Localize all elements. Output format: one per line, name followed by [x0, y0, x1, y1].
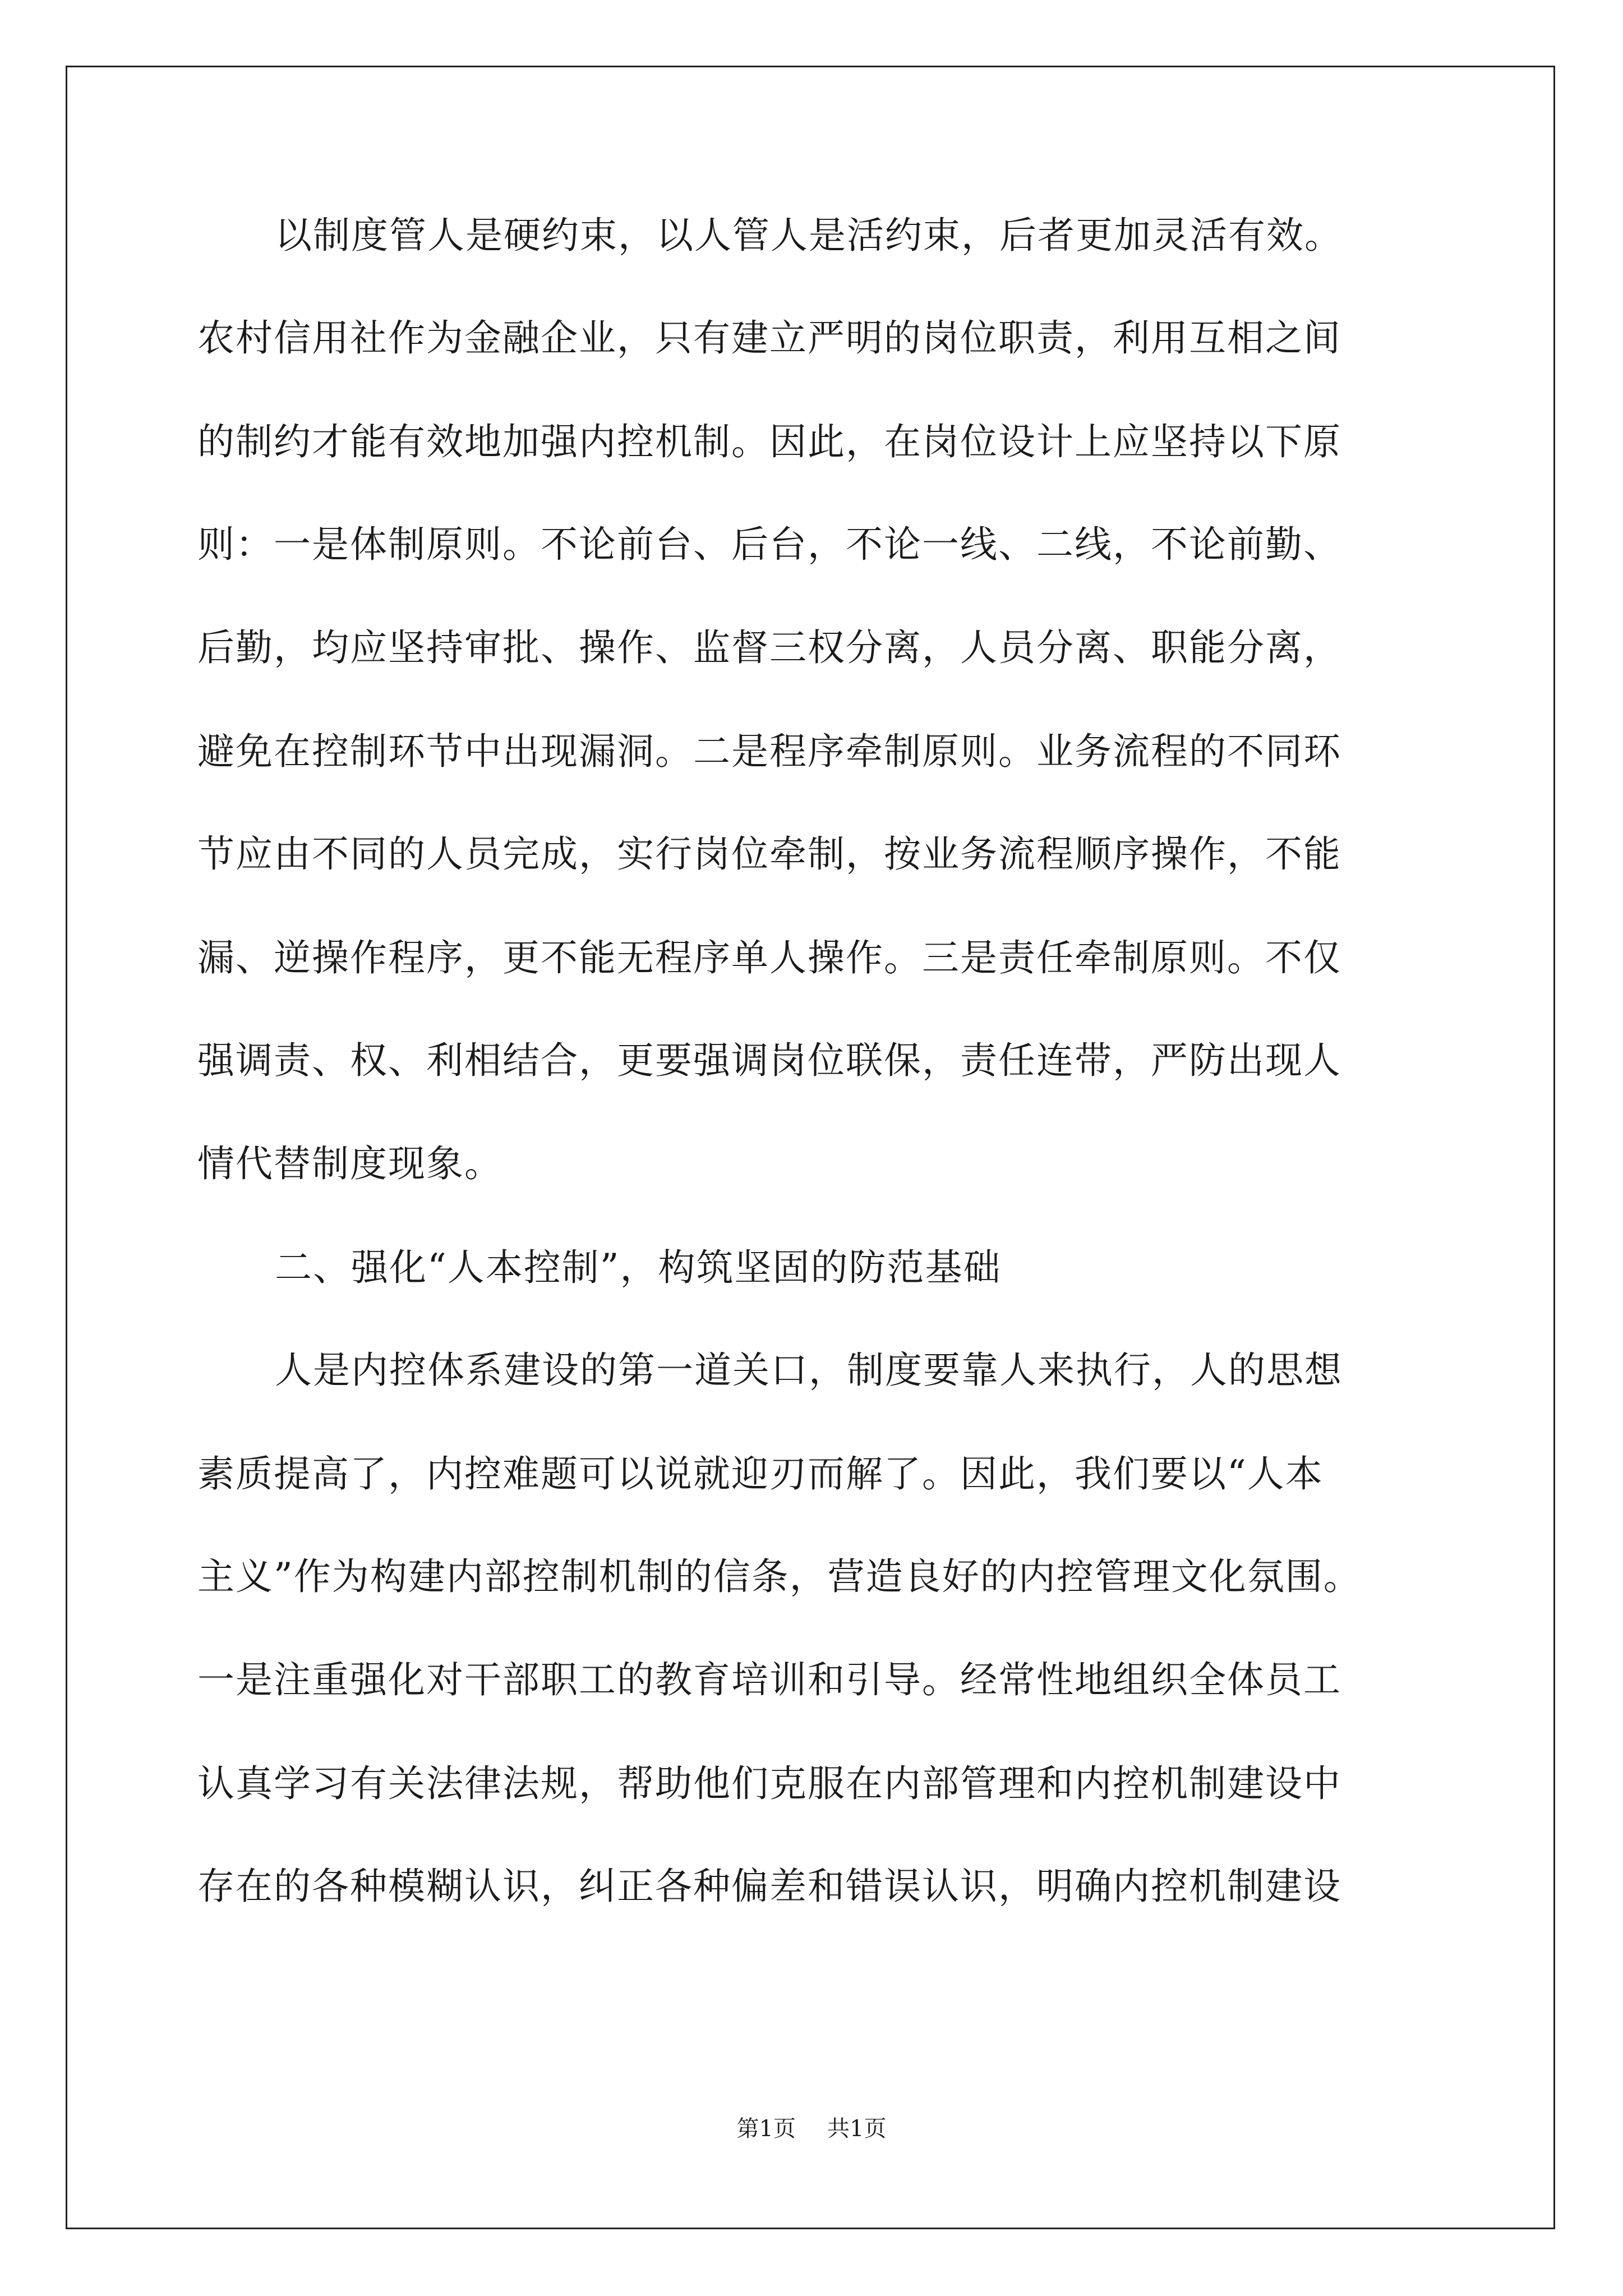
text-line: 后勤，均应坚持审批、操作、监督三权分离，人员分离、职能分离， [197, 626, 1341, 669]
text-line: 情代替制度现象。 [197, 1142, 502, 1185]
page-number: 第1页 [736, 2116, 796, 2142]
text-line: 存在的各种模糊认识，纠正各种偏差和错误认识，明确内控机制建设 [197, 1865, 1341, 1908]
text-line: 以制度管人是硬约束，以人管人是活约束，后者更加灵活有效。 [275, 214, 1343, 257]
section-heading: 二、强化“人本控制”，构筑坚固的防范基础 [275, 1246, 1002, 1289]
text-line: 一是注重强化对干部职工的教育培训和引导。经常性地组织全体员工 [197, 1658, 1341, 1701]
text-line: 强调责、权、利相结合，更要强调岗位联保，责任连带，严防出现人 [197, 1039, 1341, 1082]
text-line: 节应由不同的人员完成，实行岗位牵制，按业务流程顺序操作，不能 [197, 832, 1341, 876]
page-footer [0, 2113, 1623, 2145]
text-line: 人是内控体系建设的第一道关口，制度要靠人来执行，人的思想 [275, 1349, 1343, 1392]
text-line: 主义”作为构建内部控制机制的信条，营造良好的内控管理文化氛围。 [197, 1555, 1362, 1598]
text-line: 农村信用社作为金融企业，只有建立严明的岗位职责，利用互相之间 [197, 316, 1341, 360]
text-line: 则：一是体制原则。不论前台、后台，不论一线、二线，不论前勤、 [197, 523, 1341, 566]
text-line: 的制约才能有效地加强内控机制。因此，在岗位设计上应坚持以下原 [197, 420, 1341, 463]
text-line: 漏、逆操作程序，更不能无程序单人操作。三是责任牵制原则。不仅 [197, 936, 1341, 979]
text-line: 认真学习有关法律法规，帮助他们克服在内部管理和内控机制建设中 [197, 1762, 1341, 1805]
page-total: 共1页 [827, 2116, 887, 2142]
text-line: 避免在控制环节中出现漏洞。二是程序牵制原则。业务流程的不同环 [197, 730, 1341, 773]
text-line: 素质提高了，内控难题可以说就迎刃而解了。因此，我们要以“人本 [197, 1452, 1324, 1496]
